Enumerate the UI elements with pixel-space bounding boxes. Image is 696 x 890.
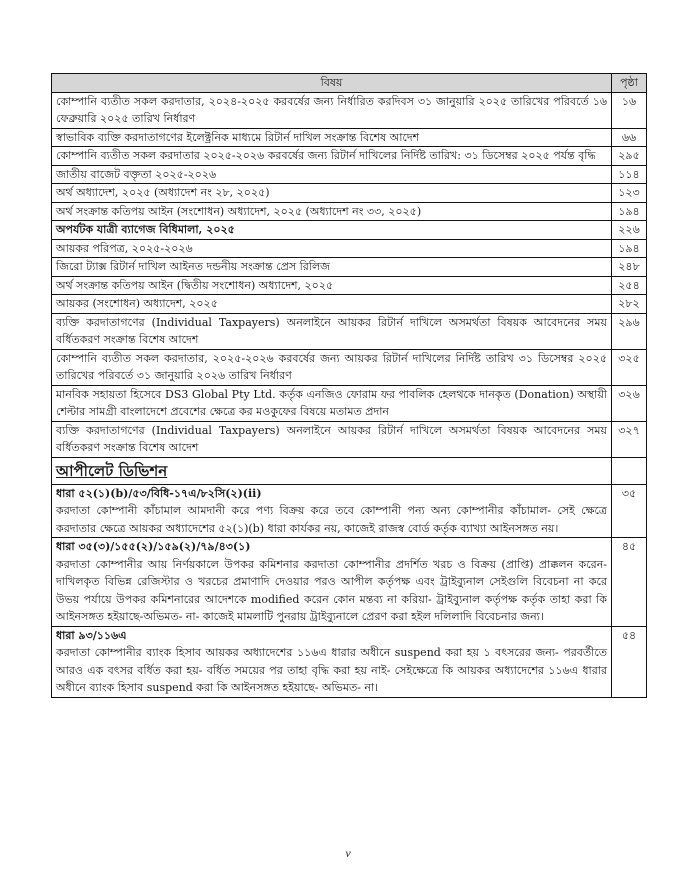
row-page: ১৬ — [612, 92, 647, 128]
row-subject: কোম্পানি ব্যতীত সকল করদাতার, ২০২৫-২০২৬ করবর্ষের জন্য আয়কর রিটার্ন দাখিলের নির্দিষ্ট তারিখ ৩১ ডিসেম্বর ২০২৫ তারিখের পরিবর্তে ৩১ জানুয়ারি ২০২৬ তারিখ নির্ধারণ — [52, 349, 612, 385]
case-heading: ধারা ৯৩/১১৬এ — [56, 628, 127, 642]
table-row — [52, 421, 647, 457]
row-page: ২৪৮ — [612, 258, 647, 277]
section-header-row — [52, 457, 647, 484]
table-row — [52, 184, 647, 203]
table-row — [52, 258, 647, 277]
row-page: ১৯৪ — [612, 239, 647, 258]
case-page: ৪৫ — [612, 538, 647, 627]
row-page: ৩২৬ — [612, 385, 647, 421]
row-page: ২৯৬ — [612, 313, 647, 349]
row-subject: অর্থ সংক্রান্ত কতিপয় আইন (দ্বিতীয় সংশোধন) অধ্যাদেশ, ২০২৫ — [52, 276, 612, 295]
case-row — [52, 538, 647, 627]
case-cell — [52, 484, 612, 538]
row-subject: মানবিক সহায়তা হিসেবে DS3 Global Pty Ltd. কর্তৃক এনজিও ফোরাম ফর পাবলিক হেলথকে দানকৃত (Donation) অস্থায়ী শেল্টার সামগ্রী বাংলাদেশে প্রবেশের ক্ষেত্রে কর মওকুফের বিষয়ে মতামত প্রদান — [52, 385, 612, 421]
subject-column-header: বিষয় — [52, 74, 612, 93]
case-summary: করদাতা কোম্পানী কাঁচামাল আমদানী করে পণ্য বিক্রয় করে তবে কোম্পানী পন্য অন্য কোম্পানীর কাঁচামাল- সেই ক্ষেত্রে করদাতার ক্ষেত্রে আয়কর অধ্যাদেশের ৫২(১)(b) ধারা কার্যকর নয়, কাজেই রাজস্ব বোর্ড কর্তৃক ব্যাখ্যা আইনসঙ্গত নয়। — [56, 504, 607, 535]
row-subject: জিরো ট্যাক্স রিটার্ন দাখিল আইনত দন্ডনীয় সংক্রান্ত প্রেস রিলিজ — [52, 258, 612, 277]
case-summary: করদাতা কোম্পানীর ব্যাংক হিসাব আয়কর অধ্যাদেশের ১১৬এ ধারার অধীনে suspend করা হয় ১ বৎসরের জন্য- পরবর্তীতে আরও এক বৎসর বর্ধিত করা হয়- বর্ধিত সময়ের পর তাহা বৃদ্ধি করা হয় নাই- সেইক্ষেত্রে কি আয়কর অধ্যাদেশের ১১৬এ ধারার অধীনে ব্যাংক হিসাব suspend করা কি আইনসঙ্গত হইয়াছে- অভিমত- না। — [56, 646, 607, 694]
case-page: ৩৫ — [612, 484, 647, 538]
row-subject: আয়কর (সংশোধন) অধ্যাদেশ, ২০২৫ — [52, 295, 612, 314]
row-page: ১২৩ — [612, 184, 647, 203]
row-page: ২৫৪ — [612, 276, 647, 295]
case-row — [52, 484, 647, 538]
table-row — [52, 147, 647, 166]
row-page: ১৯৪ — [612, 202, 647, 221]
case-cell — [52, 626, 612, 697]
table-header-row — [52, 74, 647, 93]
table-row — [52, 313, 647, 349]
section-page-cell — [612, 457, 647, 484]
row-page: ৩২৫ — [612, 349, 647, 385]
row-subject: ব্যক্তি করদাতাগণের (Individual Taxpayers) অনলাইনে আয়কর রিটার্ন দাখিলে অসমর্থতা বিষয়ক আবেদনের সময় বর্ধিতকরণ সংক্রান্ত বিশেষ আদেশ — [52, 421, 612, 457]
contents-table — [51, 73, 647, 698]
row-page: ২২৬ — [612, 221, 647, 240]
row-subject: ব্যক্তি করদাতাগণের (Individual Taxpayers) অনলাইনে আয়কর রিটার্ন দাখিলে অসমর্থতা বিষয়ক আবেদনের সময় বর্ধিতকরণ সংক্রান্ত বিশেষ আদেশ — [52, 313, 612, 349]
table-row — [52, 92, 647, 128]
case-heading: ধারা ৩৫(৩)/১৫৫(২)/১৫৯(২)/৭৯/৪৩(১) — [56, 540, 251, 553]
row-subject: অপর্যটক যাত্রী ব্যাগেজ বিধিমালা, ২০২৫ — [52, 221, 612, 240]
row-subject: স্বাভাবিক ব্যক্তি করদাতাগণের ইলেক্ট্রনিক মাধ্যমে রিটার্ন দাখিল সংক্রান্ত বিশেষ আদেশ — [52, 128, 612, 147]
row-subject: কোম্পানি ব্যতীত সকল করদাতার ২০২৫-২০২৬ করবর্ষের জন্য রিটার্ন দাখিলের নির্দিষ্ট তারিখ: ৩১ ডিসেম্বর ২০২৫ পর্যন্ত বৃদ্ধি — [52, 147, 612, 166]
table-row — [52, 349, 647, 385]
row-subject: অর্থ সংক্রান্ত কতিপয় আইন (সংশোধন) অধ্যাদেশ, ২০২৫ (অধ্যাদেশ নং ৩৩, ২০২৫) — [52, 202, 612, 221]
page-number: v — [345, 846, 351, 860]
row-page: ২৮২ — [612, 295, 647, 314]
row-page: ৬৬ — [612, 128, 647, 147]
row-subject: কোম্পানি ব্যতীত সকল করদাতার, ২০২৪-২০২৫ করবর্ষের জন্য নির্ধারিত করদিবস ৩১ জানুয়ারি ২০২৫ তারিখের পরিবর্তে ১৬ ফেব্রুয়ারি ২০২৫ তারিখ নির্ধারণ — [52, 92, 612, 128]
table-row — [52, 165, 647, 184]
table-row — [52, 202, 647, 221]
case-summary: করদাতা কোম্পানীর আয় নির্ণয়কালে উপকর কমিশনার করদাতা কোম্পানীর প্রদর্শিত খরচ ও বিক্রয় (প্রাপ্তি) প্রাক্কলন করেন- দাখিলকৃত বিভিন্ন রেজিস্টার ও খরচের প্রমাণাদি দেওয়ার পরও আপীল কর্তৃপক্ষ এবং ট্রাইব্যুনাল সেইগুলি বিবেচনা না করে উভয় পর্যায়ে উপকর কমিশনারের আদেশকে modified করেন কোন মন্তব্য না করিয়া- ট্রাইব্যুনাল কর্তৃপক্ষ কর্তৃক তাহা করা কি আইনসঙ্গত হইয়াছে-অভিমত- না- কাজেই মামলাটি পুনরায় ট্রাইব্যুনালে প্রেরণ করা হইল দলিলাদি বিবেচনার জন্য। — [56, 557, 607, 623]
case-heading: ধারা ৫২(১)(b)/৫৩/বিধি-১৭এ/৮২সি(২)(ii) — [56, 486, 262, 500]
row-page: ৩২৭ — [612, 421, 647, 457]
row-subject: আয়কর পরিপত্র, ২০২৫-২০২৬ — [52, 239, 612, 258]
table-row — [52, 239, 647, 258]
section-title: আপীলেট ডিভিশন — [56, 461, 168, 480]
table-row — [52, 221, 647, 240]
table-row — [52, 128, 647, 147]
case-row — [52, 626, 647, 697]
case-cell — [52, 538, 612, 627]
row-subject: জাতীয় বাজেট বক্তৃতা ২০২৫-২০২৬ — [52, 165, 612, 184]
row-page: ১১৪ — [612, 165, 647, 184]
table-row — [52, 276, 647, 295]
table-row — [52, 295, 647, 314]
table-row — [52, 385, 647, 421]
section-title-cell — [52, 457, 612, 484]
page-column-header: পৃষ্ঠা — [612, 74, 647, 93]
case-page: ৫৪ — [612, 626, 647, 697]
row-subject: অর্থ অধ্যাদেশ, ২০২৫ (অধ্যাদেশ নং ২৮, ২০২৫) — [52, 184, 612, 203]
row-page: ২৯৫ — [612, 147, 647, 166]
